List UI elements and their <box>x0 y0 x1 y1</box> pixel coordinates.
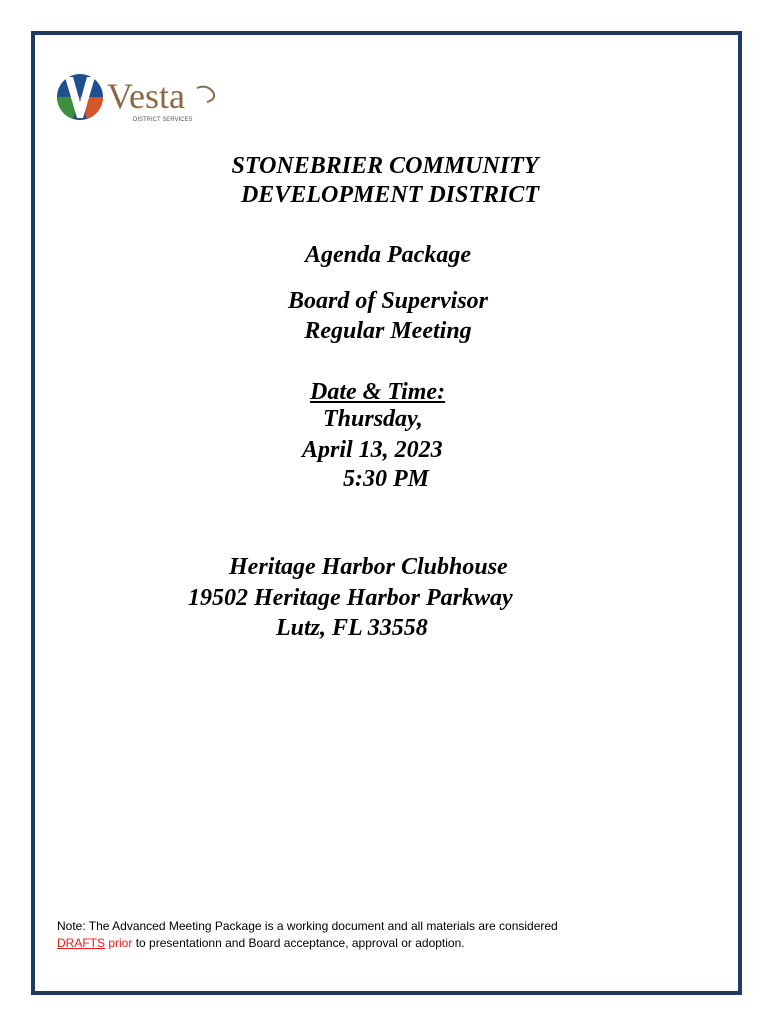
meeting-line1: Board of Supervisor <box>287 288 489 314</box>
datetime-heading: Date & Time: <box>310 379 446 405</box>
note-text: Note: The Advanced Meeting Package is a working document and all materials are considered <box>57 919 558 933</box>
location-city: Lutz, FL 33558 <box>276 615 428 641</box>
meeting-time: 5:30 PM <box>343 466 429 492</box>
location-street: 19502 Heritage Harbor Parkway <box>188 585 513 611</box>
logo-subtitle: DISTRICT SERVICES <box>133 117 193 123</box>
meeting-line2: Regular Meeting <box>304 318 472 344</box>
district-title-line1: STONEBRIER COMMUNITY <box>231 153 539 179</box>
agenda-package-label: Agenda Package <box>305 242 471 268</box>
logo-swirl <box>197 87 214 102</box>
note-drafts: DRAFTS <box>57 936 105 950</box>
location-name: Heritage Harbor Clubhouse <box>229 554 508 580</box>
note-suffix: to presentationn and Board acceptance, approval or adoption. <box>135 936 465 950</box>
draft-note <box>57 918 697 952</box>
vesta-logo <box>57 66 222 128</box>
note-prior: prior <box>108 936 133 950</box>
meeting-day: Thursday, <box>323 406 423 432</box>
logo-wordmark: Vesta <box>107 76 185 116</box>
meeting-date: April 13, 2023 <box>302 437 443 463</box>
district-title-line2: DEVELOPMENT DISTRICT <box>240 182 540 208</box>
